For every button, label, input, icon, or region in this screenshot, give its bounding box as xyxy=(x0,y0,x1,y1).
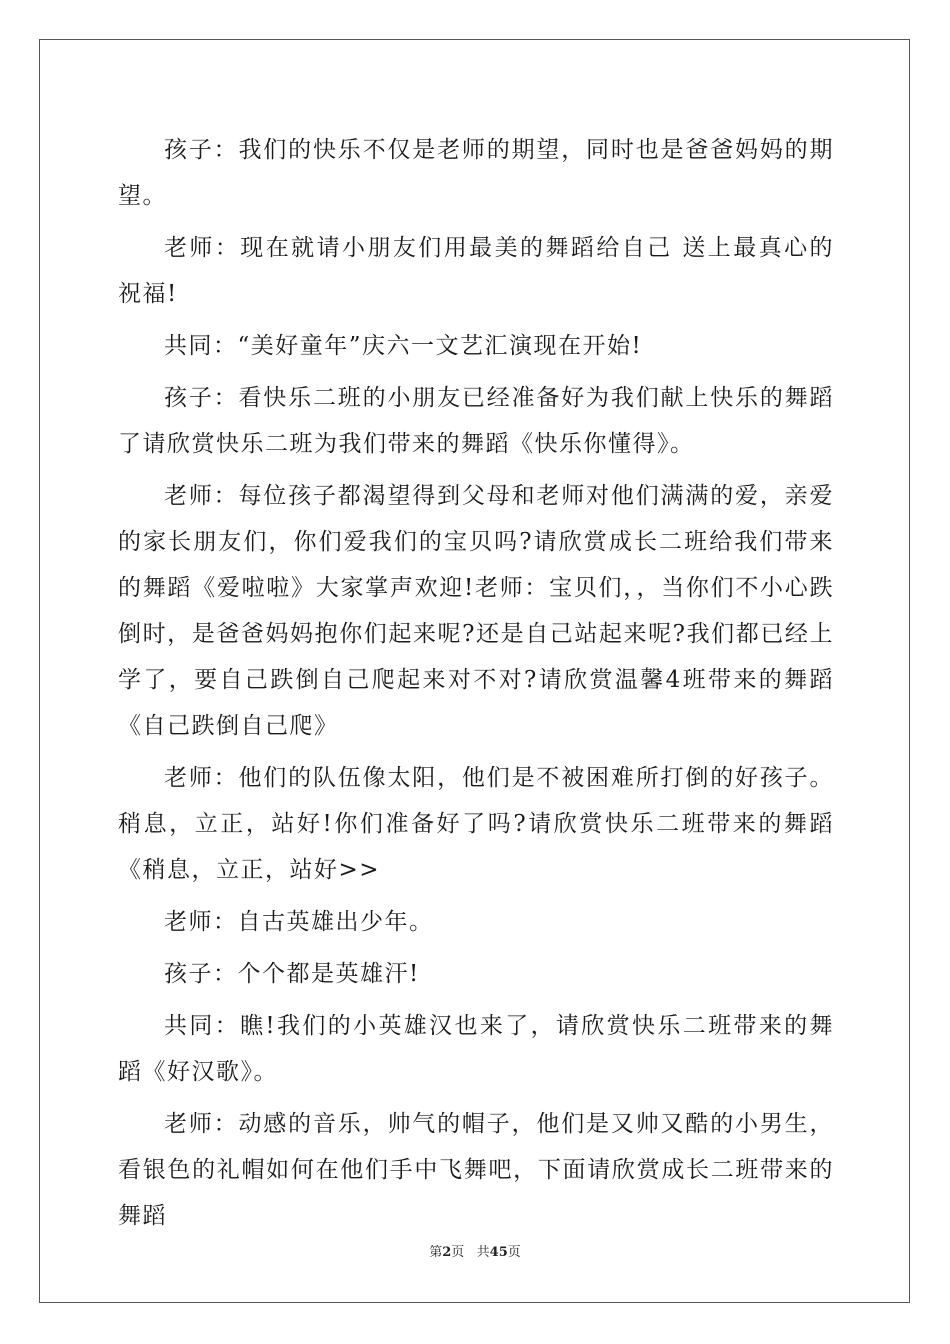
paragraph-2: 老师：现在就请小朋友们用最美的舞蹈给自己 送上最真心的祝福! xyxy=(118,235,834,307)
current-page-number: 2 xyxy=(442,1245,452,1260)
paragraph-8: 孩子：个个都是英雄汗! xyxy=(164,961,420,987)
paragraph-6: 老师：他们的队伍像太阳，他们是不被困难所打倒的好孩子。稍息，立正，站好!你们准备好了吗?请欣赏快乐二班带来的舞蹈《稍息，立正，站好>> xyxy=(118,765,834,883)
paragraph-7: 老师：自古英雄出少年。 xyxy=(164,909,434,935)
paragraph-1: 孩子：我们的快乐不仅是老师的期望，同时也是爸爸妈妈的期望。 xyxy=(118,137,834,209)
footer-suffix: 页 xyxy=(507,1245,521,1260)
document-body xyxy=(118,127,834,1245)
page-footer xyxy=(0,1245,950,1261)
paragraph-5: 老师：每位孩子都渴望得到父母和老师对他们满满的爱，亲爱的家长朋友们，你们爱我们的宝贝吗?请欣赏成长二班给我们带来的舞蹈《爱啦啦》大家掌声欢迎!老师：宝贝们，，当你们不小心跌倒时，是爸爸妈妈抱你们起来呢?还是自己站起来呢?我们都已经上学了，要自己跌倒自己爬起来对不对?请欣赏温馨4班带来的舞蹈《自己跌倒自己爬》 xyxy=(118,483,834,739)
paragraph-9: 共同：瞧!我们的小英雄汉也来了，请欣赏快乐二班带来的舞蹈《好汉歌》。 xyxy=(118,1013,834,1085)
paragraph-10: 老师：动感的音乐，帅气的帽子，他们是又帅又酷的小男生，看银色的礼帽如何在他们手中飞舞吧，下面请欣赏成长二班带来的舞蹈 xyxy=(118,1111,834,1229)
total-page-count: 45 xyxy=(489,1245,508,1260)
paragraph-3: 共同：“美好童年”庆六一文艺汇演现在开始! xyxy=(164,333,643,359)
footer-prefix: 第 xyxy=(429,1245,443,1260)
footer-mid: 页 共 xyxy=(451,1245,490,1260)
paragraph-4: 孩子：看快乐二班的小朋友已经准备好为我们献上快乐的舞蹈了请欣赏快乐二班为我们带来的舞蹈《快乐你懂得》。 xyxy=(118,385,834,457)
